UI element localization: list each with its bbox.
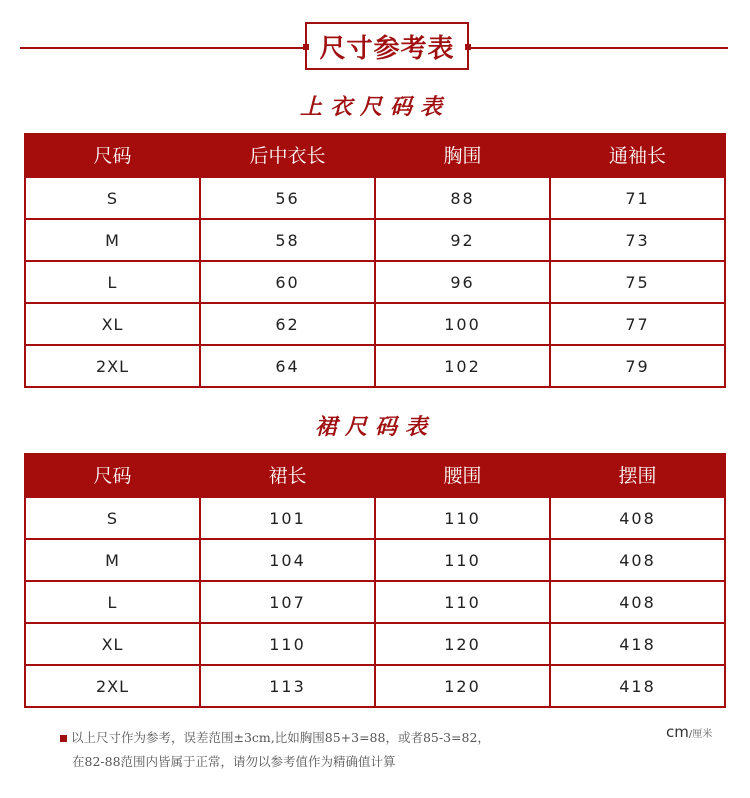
table-cell: L (25, 581, 200, 623)
table-cell: 79 (550, 345, 725, 387)
table-cell: 96 (375, 261, 550, 303)
column-header: 裙长 (200, 453, 375, 497)
table-row (25, 539, 725, 581)
top-size-table-title: 上衣尺码表 (299, 94, 450, 120)
table-cell: S (25, 177, 200, 219)
table-cell: 62 (200, 303, 375, 345)
table-row (25, 219, 725, 261)
table-cell: 64 (200, 345, 375, 387)
footer-text-1: 以上尺寸作为参考，误差范围±3cm,比如胸围85+3=88，或者85-3=82， (71, 730, 490, 745)
header-divider-left (20, 47, 305, 49)
footer-line-2: 在82-88范围内皆属于正常，请勿以参考值作为精确值计算 (72, 754, 396, 769)
table-cell: 100 (375, 303, 550, 345)
table-cell: 88 (375, 177, 550, 219)
table-cell: 107 (200, 581, 375, 623)
table-cell: 408 (550, 497, 725, 539)
table-header-row (25, 133, 725, 177)
column-header: 摆围 (550, 453, 725, 497)
table-cell: 113 (200, 665, 375, 707)
header-title-box (305, 22, 469, 70)
table-cell: 110 (375, 497, 550, 539)
top-size-table (24, 133, 726, 388)
table-cell: 56 (200, 177, 375, 219)
table-row (25, 665, 725, 707)
table-cell: 102 (375, 345, 550, 387)
table-row (25, 303, 725, 345)
table-cell: 58 (200, 219, 375, 261)
table-cell: XL (25, 623, 200, 665)
table-cell: 104 (200, 539, 375, 581)
table-header-row (25, 453, 725, 497)
table-row (25, 623, 725, 665)
table-cell: 75 (550, 261, 725, 303)
table-cell: M (25, 539, 200, 581)
skirt-size-table (24, 453, 726, 708)
table-cell: 418 (550, 665, 725, 707)
table-row (25, 261, 725, 303)
table-row (25, 177, 725, 219)
skirt-size-table-title: 裙尺码表 (314, 414, 435, 440)
table-cell: 71 (550, 177, 725, 219)
table-cell: 408 (550, 539, 725, 581)
column-header: 尺码 (25, 133, 200, 177)
column-header: 胸围 (375, 133, 550, 177)
table-cell: M (25, 219, 200, 261)
unit-main: cm (666, 723, 689, 741)
table-row (25, 345, 725, 387)
column-header: 通袖长 (550, 133, 725, 177)
table-cell: 77 (550, 303, 725, 345)
page-title: 尺寸参考表 (319, 33, 455, 64)
column-header: 腰围 (375, 453, 550, 497)
table-cell: 418 (550, 623, 725, 665)
table-row (25, 497, 725, 539)
footer-line-1 (60, 726, 620, 750)
footer-note (60, 726, 620, 774)
unit-label (666, 723, 712, 741)
bullet-icon (60, 735, 67, 742)
table-cell: 60 (200, 261, 375, 303)
table-cell: S (25, 497, 200, 539)
table-cell: 92 (375, 219, 550, 261)
table-row (25, 581, 725, 623)
table-cell: 120 (375, 665, 550, 707)
table-cell: 2XL (25, 665, 200, 707)
table-cell: L (25, 261, 200, 303)
column-header: 尺码 (25, 453, 200, 497)
table-cell: 110 (375, 539, 550, 581)
table-cell: 110 (200, 623, 375, 665)
table-cell: 101 (200, 497, 375, 539)
unit-sub: /厘米 (688, 729, 713, 740)
column-header: 后中衣长 (200, 133, 375, 177)
table-cell: 120 (375, 623, 550, 665)
table-cell: XL (25, 303, 200, 345)
header (0, 22, 750, 70)
table-cell: 110 (375, 581, 550, 623)
header-divider-right (469, 47, 728, 49)
table-cell: 408 (550, 581, 725, 623)
table-cell: 73 (550, 219, 725, 261)
table-cell: 2XL (25, 345, 200, 387)
